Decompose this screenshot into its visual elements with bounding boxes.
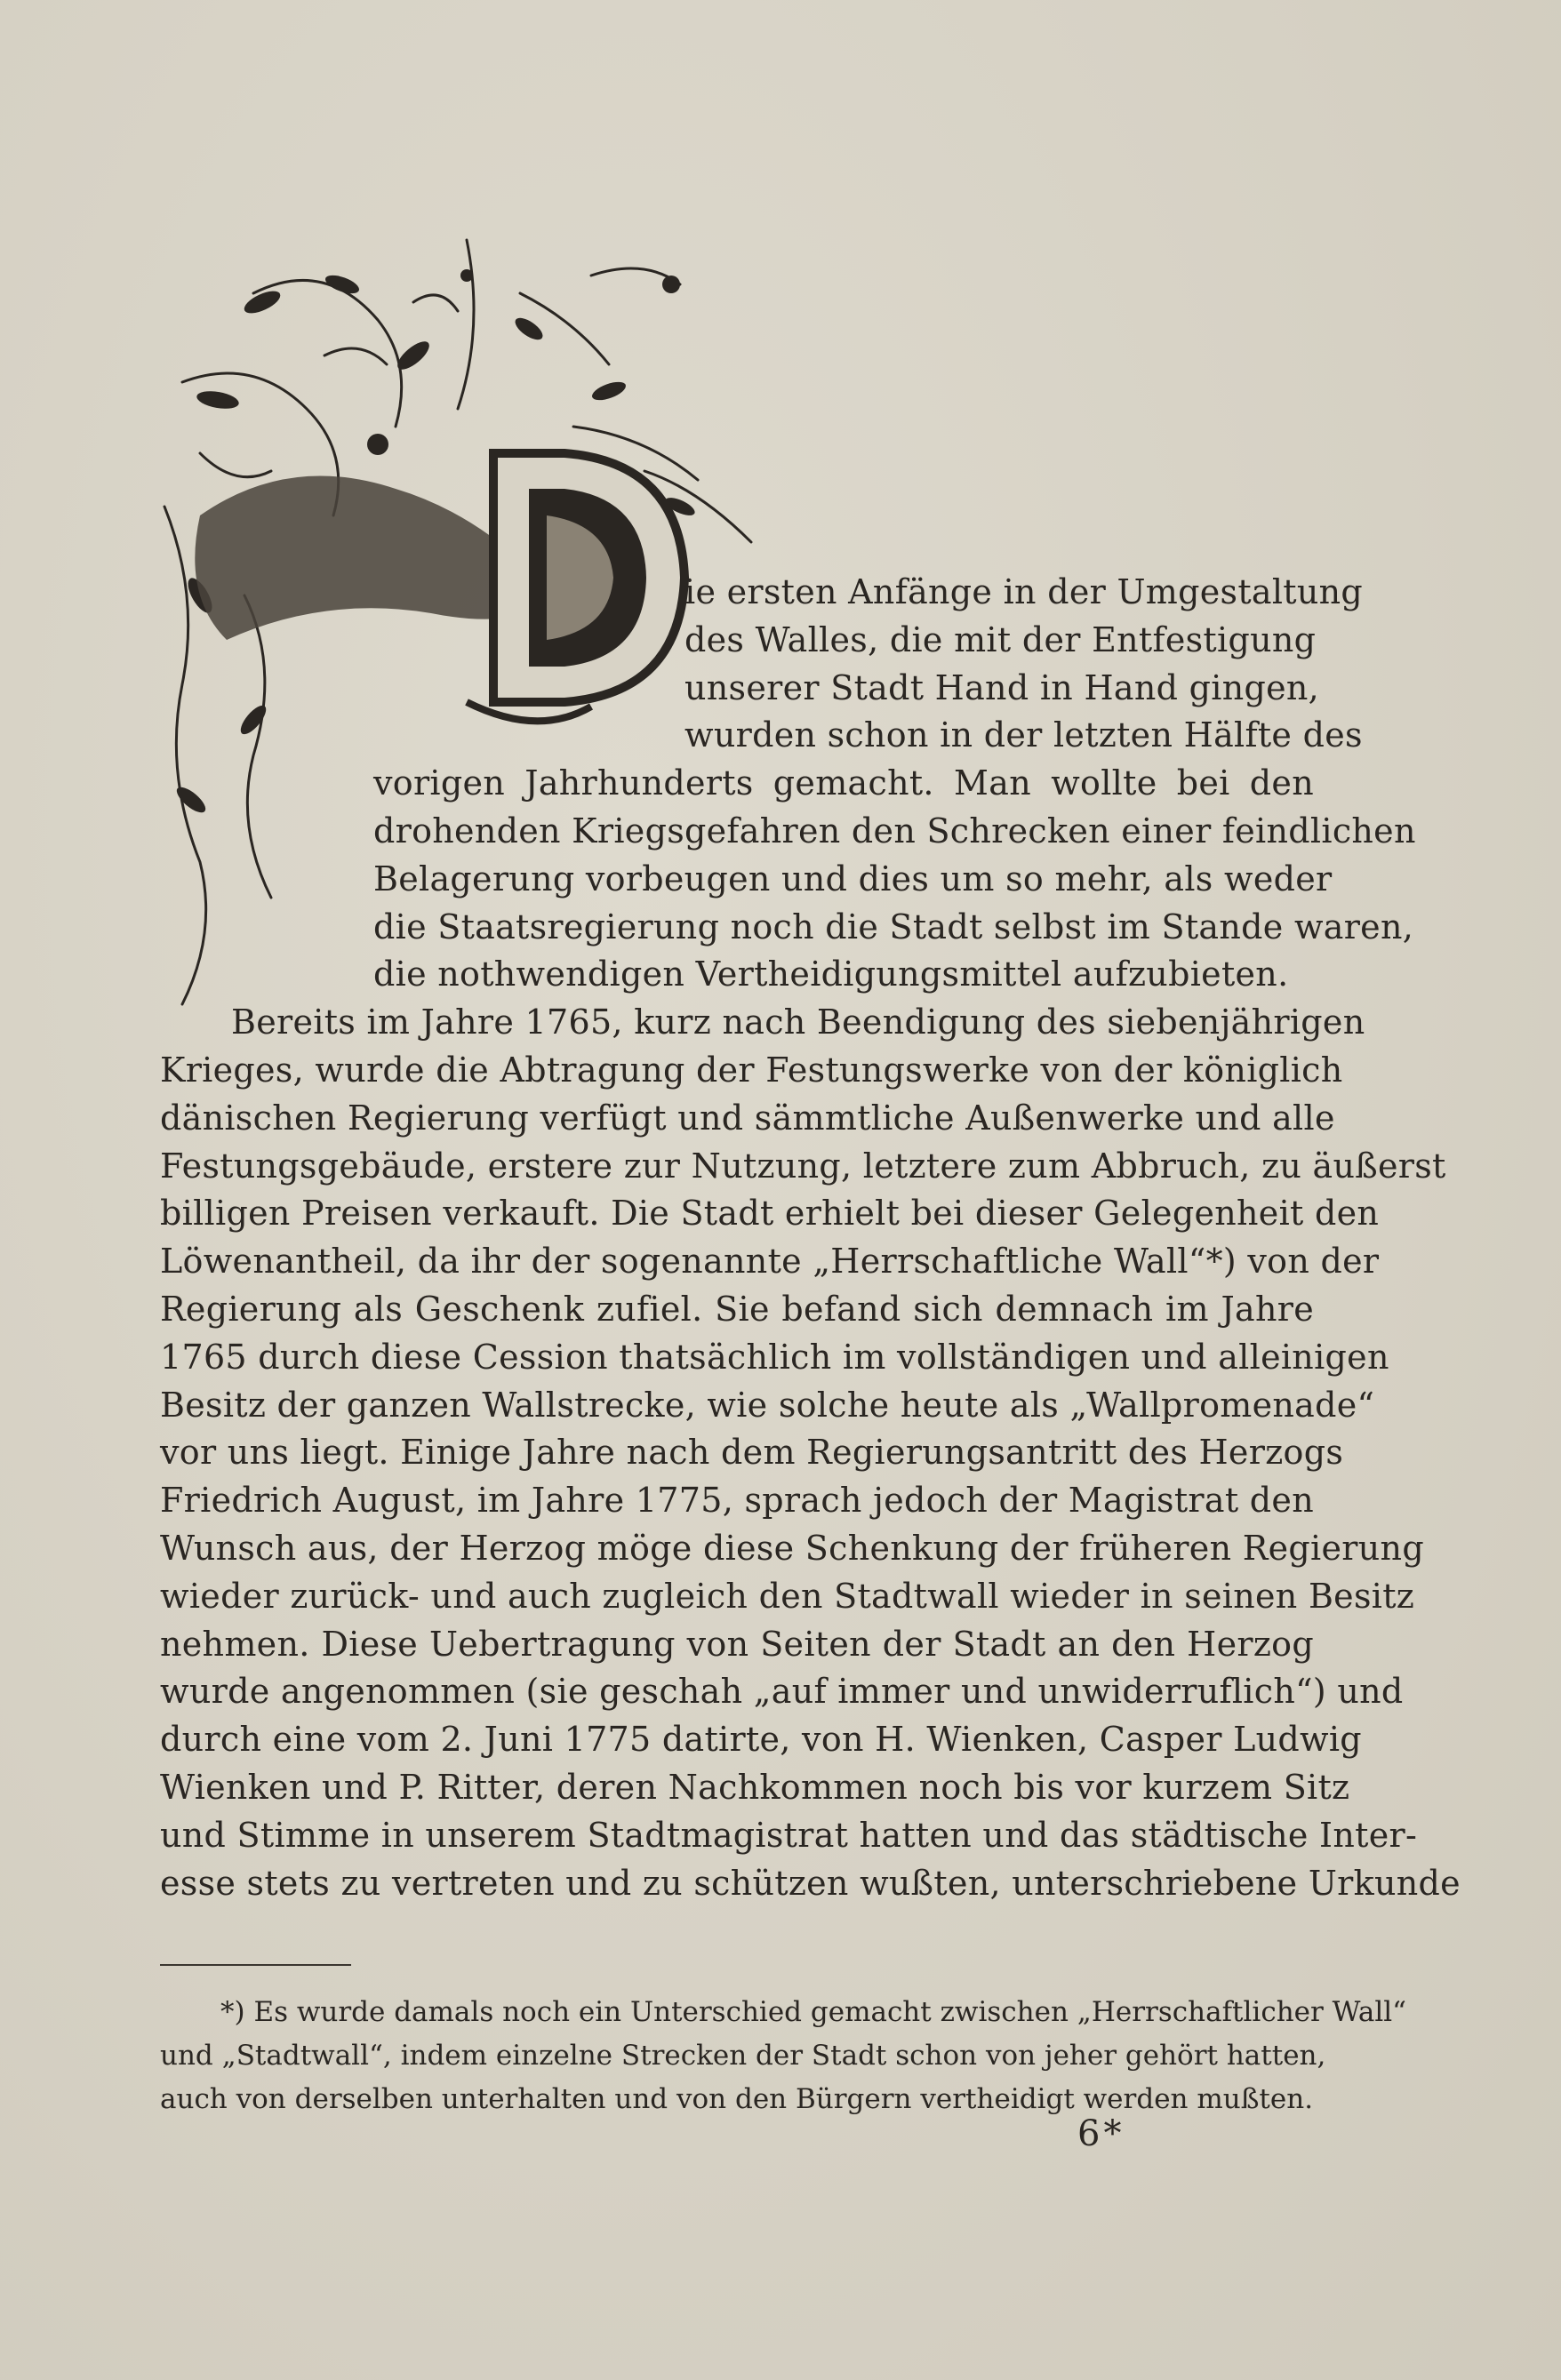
text-line: Regierung als Geschenk zufiel. Sie befand sich demnach im Jahre [160, 1289, 1314, 1329]
text-line: billigen Preisen verkauft. Die Stadt erhielt bei dieser Gelegenheit den [160, 1194, 1380, 1234]
footnote [160, 1991, 1406, 2121]
text-line: die Staatsregierung noch die Stadt selbst im Stande waren, [373, 906, 1414, 946]
footnote-line: und „Stadtwall“, indem einzelne Strecken der Stadt schon von jeher gehört hatten, [160, 2040, 1326, 2072]
text-line: und Stimme in unserem Stadtmagistrat hatten und das städtische Inter- [160, 1815, 1418, 1855]
text-line: Wienken und P. Ritter, deren Nachkommen noch bis vor kurzem Sitz [160, 1767, 1350, 1807]
footnote-line: auch von derselben unterhalten und von den Bürgern vertheidigt werden mußten. [160, 2083, 1314, 2115]
text-line: Festungsgebäude, erstere zur Nutzung, letztere zum Abbruch, zu äußerst [160, 1146, 1446, 1186]
text-line: 1765 durch diese Cession thatsächlich im vollständigen und alleinigen [160, 1337, 1389, 1377]
text-line: drohenden Kriegsgefahren den Schrecken einer feindlichen [373, 811, 1416, 851]
text-line: des Walles, die mit der Entfestigung [684, 619, 1317, 659]
main-text [160, 569, 1461, 1907]
text-line: Bereits im Jahre 1765, kurz nach Beendigung des siebenjährigen [231, 1002, 1365, 1042]
text-line: wurde angenommen (sie geschah „auf immer und unwiderruflich“) und [160, 1672, 1404, 1712]
text-line: Besitz der ganzen Wallstrecke, wie solche heute als „Wallpromenade“ [160, 1385, 1375, 1425]
text-line: vorigen Jahrhunderts gemacht. Man wollte bei den [373, 763, 1314, 803]
text-line: Krieges, wurde die Abtragung der Festungswerke von der königlich [160, 1050, 1343, 1090]
text-line: Wunsch aus, der Herzog möge diese Schenkung der früheren Regierung [160, 1528, 1424, 1568]
text-line: die nothwendigen Vertheidigungsmittel aufzubieten. [373, 954, 1289, 994]
text-line: nehmen. Diese Uebertragung von Seiten der Stadt an den Herzog [160, 1624, 1314, 1664]
footnote-line: *) Es wurde damals noch ein Unterschied gemacht zwischen „Herrschaftlicher Wall“ [220, 1996, 1406, 2028]
text-line: wurden schon in der letzten Hälfte des [684, 715, 1363, 755]
text-line: unserer Stadt Hand in Hand gingen, [684, 667, 1320, 707]
text-line: vor uns liegt. Einige Jahre nach dem Regierungsantritt des Herzogs [160, 1433, 1344, 1473]
footnote-divider [160, 1964, 351, 1966]
text-line: ie ersten Anfänge in der Umgestaltung [684, 572, 1364, 611]
text-line: Löwenantheil, da ihr der sogenannte „Herrschaftliche Wall“*) von der [160, 1242, 1380, 1282]
text-line: Belagerung vorbeugen und dies um so mehr, als weder [373, 859, 1333, 898]
signature-mark: 6* [1077, 2113, 1125, 2154]
text-line: esse stets zu vertreten und zu schützen wußten, unterschriebene Urkunde [160, 1863, 1461, 1903]
text-line: wieder zurück- und auch zugleich den Stadtwall wieder in seinen Besitz [160, 1576, 1415, 1616]
text-line: Friedrich August, im Jahre 1775, sprach jedoch der Magistrat den [160, 1481, 1314, 1521]
text-line: durch eine vom 2. Juni 1775 datirte, von H. Wienken, Casper Ludwig [160, 1720, 1362, 1760]
text-line: dänischen Regierung verfügt und sämmtliche Außenwerke und alle [160, 1098, 1335, 1138]
